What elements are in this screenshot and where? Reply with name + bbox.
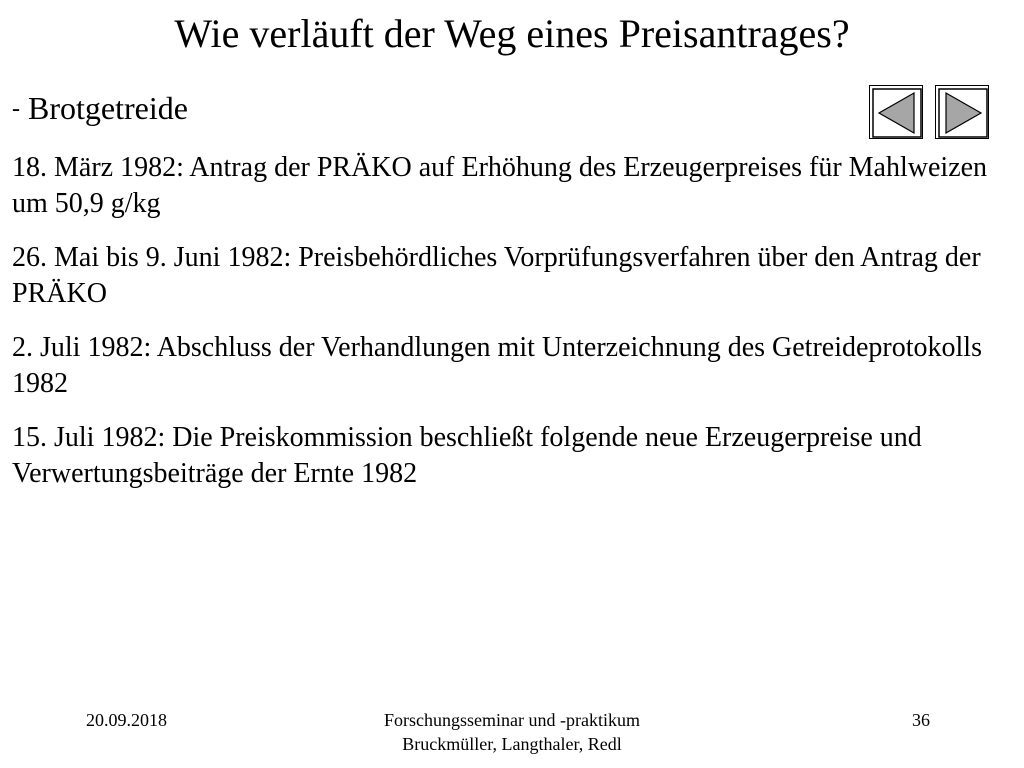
footer-page-number: 36 [912, 710, 930, 730]
footer-date: 20.09.2018 [86, 710, 167, 730]
previous-slide-button[interactable] [869, 85, 923, 139]
timeline-entry: 15. Juli 1982: Die Preiskommission beschließt folgende neue Erzeugerpreise und Verwertungsbeiträge der Ernte 1982 [12, 422, 922, 489]
timeline-entry: 18. März 1982: Antrag der PRÄKO auf Erhöhung des Erzeugerpreises für Mahlweizen um 50,9 g/kg [12, 152, 988, 219]
subtitle [12, 86, 188, 131]
slide-title: Wie verläuft der Weg eines Preisantrages? [174, 11, 850, 56]
subtitle-dash: - [12, 96, 20, 122]
subtitle-text: Brotgetreide [28, 90, 188, 126]
footer-course-title: Forschungsseminar und -praktikum [384, 710, 640, 730]
timeline-list [12, 150, 1012, 510]
next-slide-button[interactable] [935, 85, 989, 139]
timeline-entry: 2. Juli 1982: Abschluss der Verhandlungen mit Unterzeichnung des Getreideprotokolls 1982 [12, 332, 982, 399]
triangle-right-icon [936, 86, 990, 140]
footer-authors: Bruckmüller, Langthaler, Redl [402, 734, 622, 754]
timeline-entry: 26. Mai bis 9. Juni 1982: Preisbehördliches Vorprüfungsverfahren über den Antrag der PRÄKO [12, 242, 981, 309]
triangle-left-icon [870, 86, 924, 140]
footer-course [312, 708, 712, 756]
